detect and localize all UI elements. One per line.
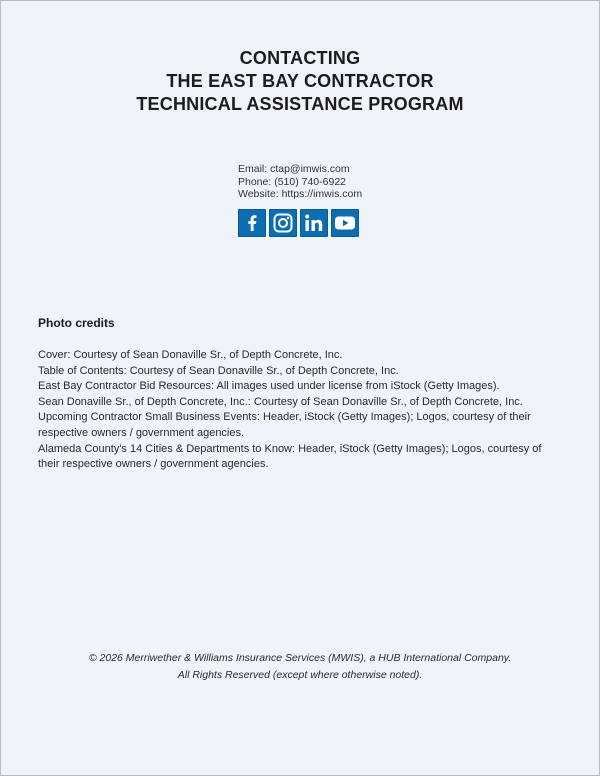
credit-line: Upcoming Contractor Small Business Events: Header, iStock (Getty Images); Logos, courtesy of their respective owners / government agencies.	[38, 411, 531, 439]
page-title	[1, 47, 599, 116]
youtube-icon[interactable]	[331, 209, 359, 237]
title-line: CONTACTING	[239, 48, 361, 68]
copyright-line: © 2026 Merriwether & Williams Insurance Services (MWIS), a HUB International Company.	[88, 652, 512, 664]
website-text[interactable]: Website: https://imwis.com	[238, 188, 363, 200]
contact-block	[238, 163, 362, 201]
photo-credits-heading: Photo credits	[38, 316, 115, 330]
title-line: TECHNICAL ASSISTANCE PROGRAM	[136, 94, 464, 114]
phone-text: Phone: (510) 740-6922	[238, 175, 346, 188]
linkedin-icon[interactable]	[300, 209, 328, 237]
copyright-footer	[1, 650, 599, 684]
facebook-icon[interactable]	[238, 209, 266, 237]
credit-line: Sean Donaville Sr., of Depth Concrete, Inc.: Courtesy of Sean Donaville Sr., of Depth Concrete, Inc.	[38, 395, 523, 408]
instagram-icon[interactable]	[269, 209, 297, 237]
credit-line: East Bay Contractor Bid Resources: All images used under license from iStock (Getty Images).	[38, 380, 500, 393]
credit-line: Cover: Courtesy of Sean Donaville Sr., of Depth Concrete, Inc.	[38, 349, 343, 361]
credit-line: Table of Contents: Courtesy of Sean Donaville Sr., of Depth Concrete, Inc.	[38, 364, 399, 377]
rights-line: All Rights Reserved (except where otherwise noted).	[177, 669, 423, 681]
photo-credits-list	[38, 348, 563, 473]
title-line: THE EAST BAY CONTRACTOR	[166, 71, 434, 91]
social-links	[238, 209, 359, 237]
email-text[interactable]: Email: ctap@imwis.com	[238, 163, 350, 175]
credit-line: Alameda County's 14 Cities & Departments to Know: Header, iStock (Getty Images); Logos, courtesy of their respective owners / government agencies.	[38, 442, 542, 471]
